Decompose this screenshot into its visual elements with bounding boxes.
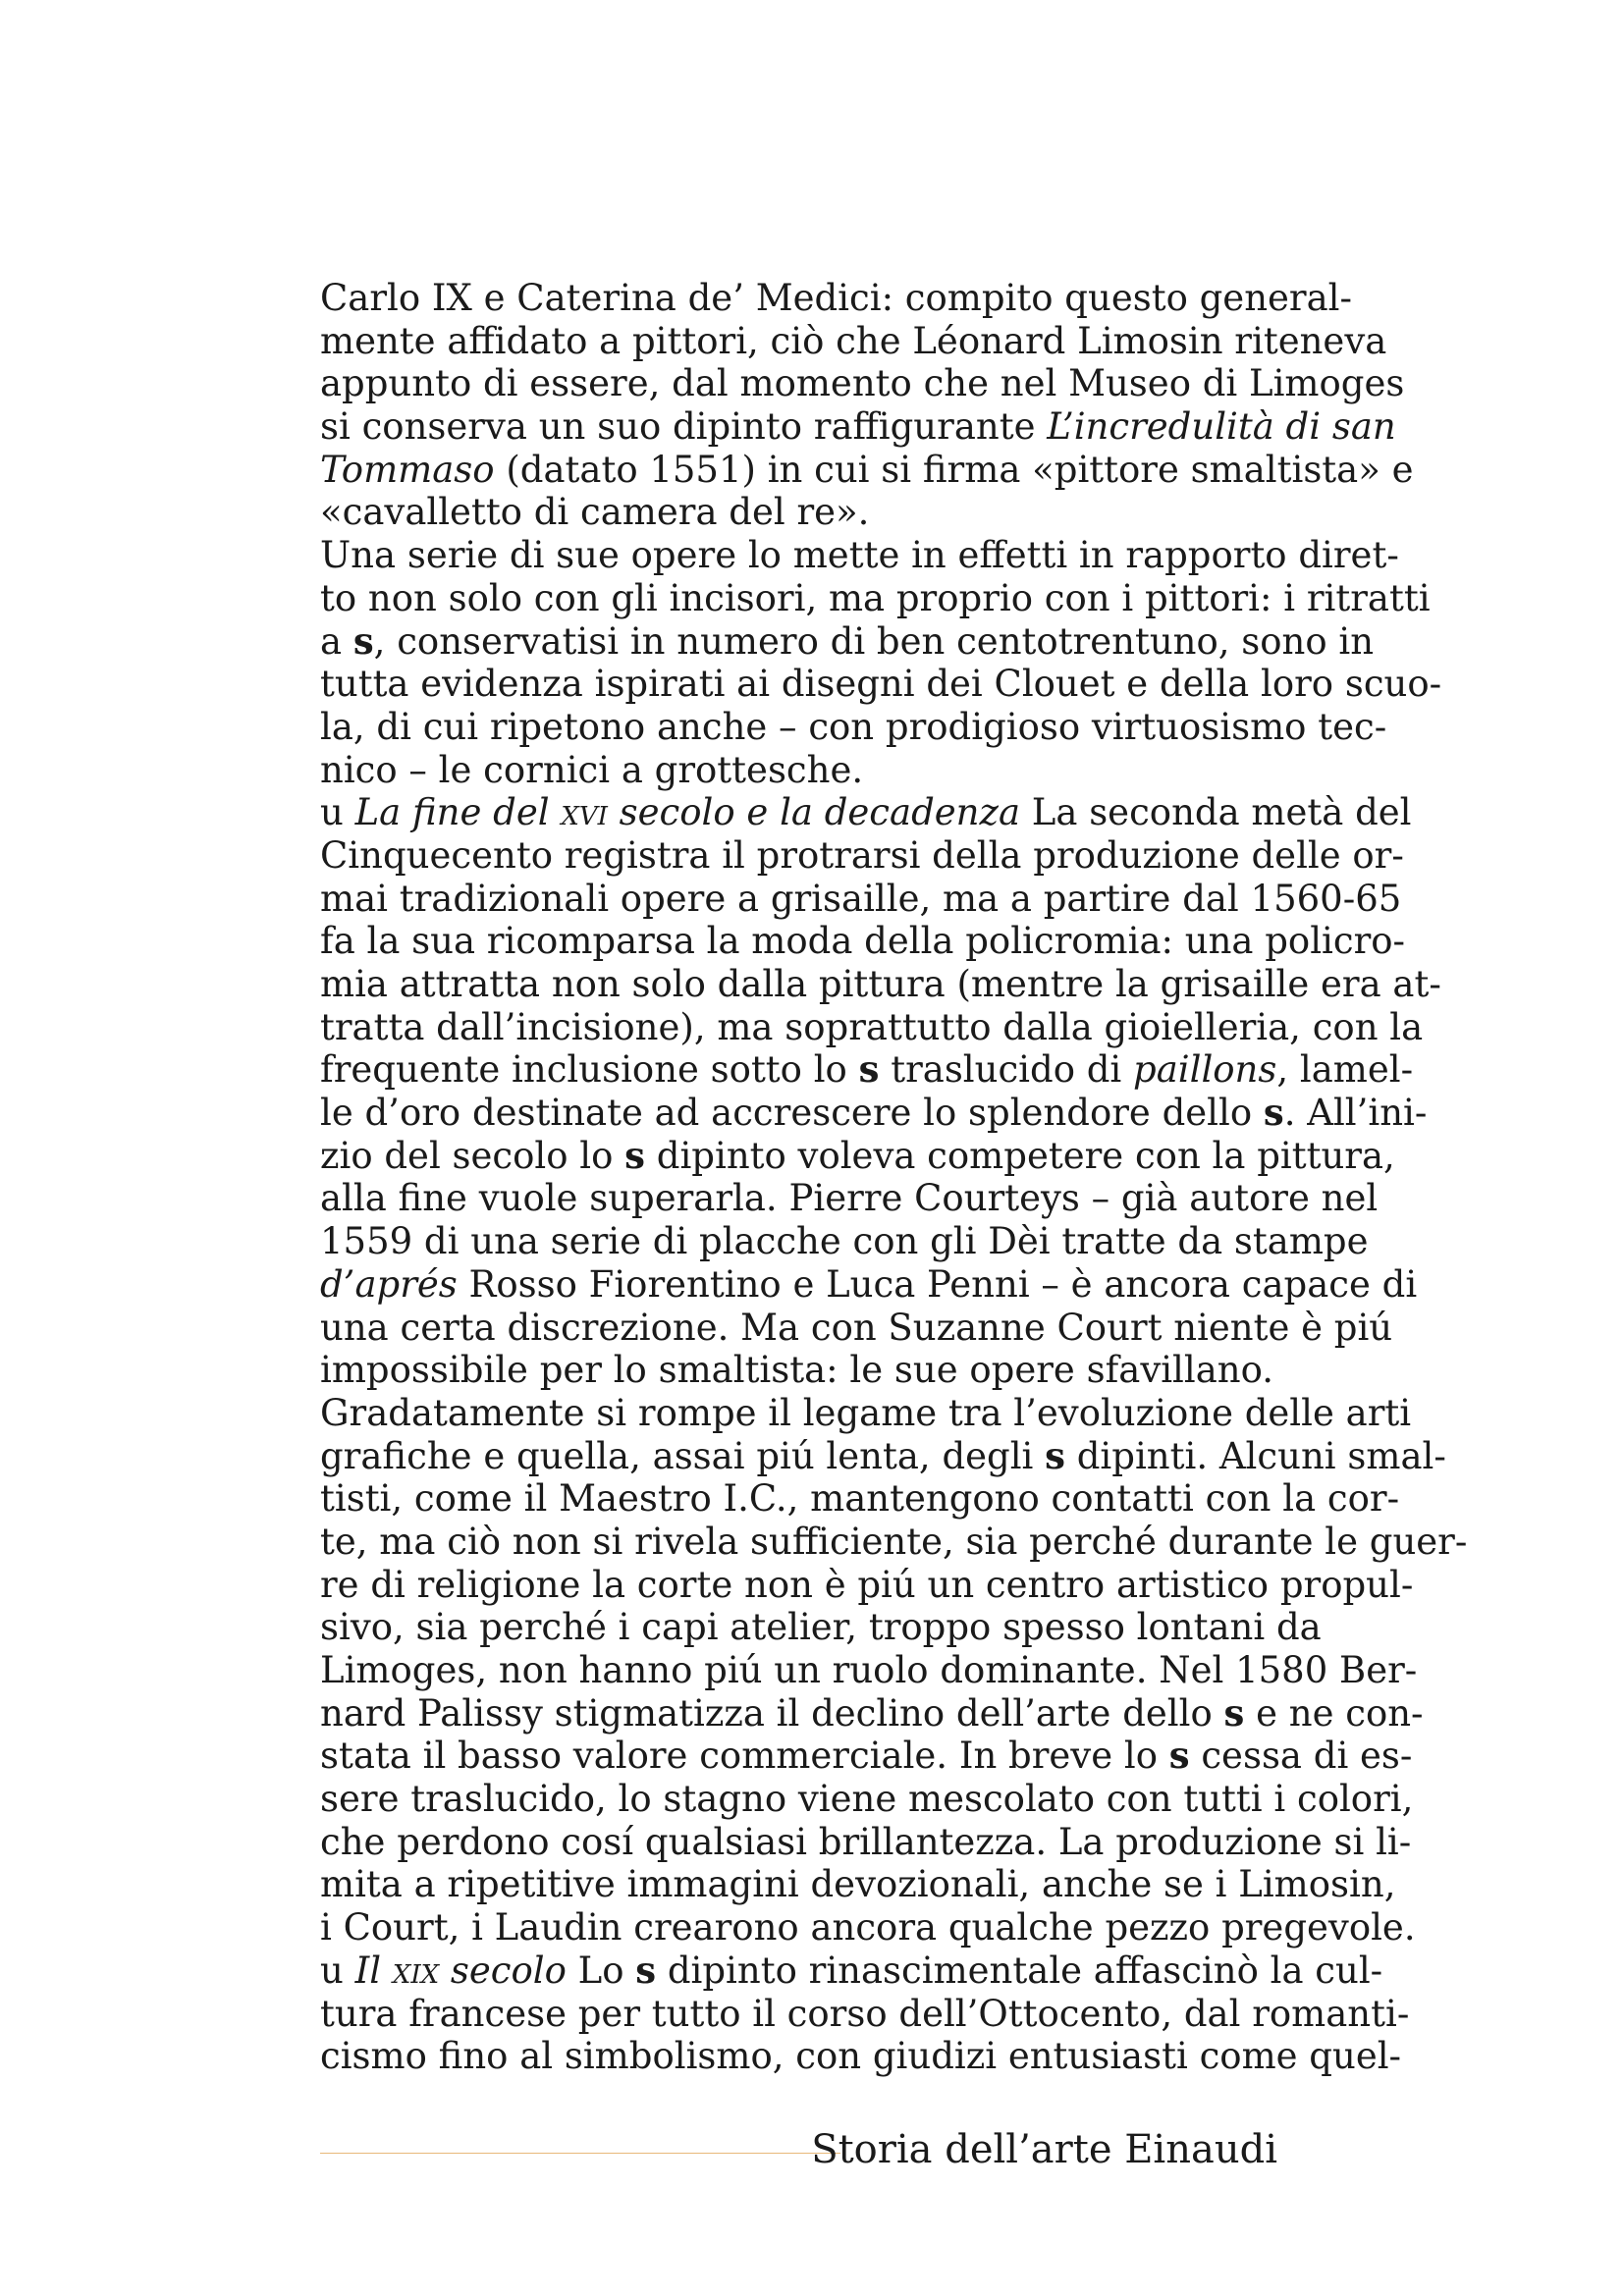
text-run: una certa discrezione. Ma con Suzanne Court niente è piú [320, 1306, 1393, 1349]
text-run: 1559 di una serie di placche con gli Dèi tratte da stampe [320, 1220, 1369, 1263]
text-run: s [1045, 1433, 1065, 1477]
text-run: Tommaso [320, 448, 495, 491]
text-run: Rosso Fiorentino e Luca Penni – è ancora capace di [457, 1262, 1418, 1306]
text-line [320, 1433, 1446, 1478]
text-run: sere traslucido, lo stagno viene mescolato con tutti i colori, [320, 1778, 1414, 1821]
text-line [320, 663, 1442, 706]
text-run: s [352, 618, 374, 663]
text-run: stata il basso valore commerciale. In breve lo [320, 1735, 1169, 1778]
text-run: , conservatisi in numero di ben centotrentuno, sono in [373, 619, 1375, 663]
text-line [320, 1690, 1424, 1735]
text-run: s [858, 1047, 880, 1092]
text-run: s [1168, 1734, 1190, 1778]
text-run: zio del secolo lo [320, 1134, 625, 1177]
text-line [320, 1005, 1424, 1049]
text-run: Il [354, 1949, 393, 1992]
text-run: re di religione la corte non è piú un centro artistico propul- [320, 1563, 1414, 1606]
text-line [320, 1091, 1428, 1135]
text-run: Cinquecento registra il protrarsi della produzione delle or- [320, 833, 1404, 877]
text-run: tutta evidenza ispirati ai disegni dei Clouet e della loro scuo- [320, 663, 1442, 706]
text-line [320, 833, 1404, 878]
text-line [320, 1992, 1410, 2036]
text-run: secolo [439, 1949, 567, 1992]
footer-title: Storia dell’arte Einaudi [811, 2127, 1277, 2172]
text-run: tisti, come il Maestro I.C., mantengono contatti con la cor- [320, 1477, 1400, 1521]
text-line [320, 1391, 1412, 1435]
text-run: L’incredulità di san [1047, 405, 1396, 449]
text-run: tura francese per tutto il corso dell’Ottocento, dal romanti- [320, 1992, 1410, 2035]
text-run: Carlo IX e Caterina de’ Medici: compito questo general- [320, 277, 1352, 319]
text-run: dipinto voleva competere con la pittura, [645, 1134, 1395, 1177]
text-line [320, 1262, 1418, 1307]
text-run: «cavalletto di camera del re». [320, 491, 870, 534]
text-line [320, 448, 1414, 492]
text-run: s [1223, 1690, 1245, 1735]
body-text [320, 277, 1468, 2078]
text-line [320, 877, 1402, 921]
text-run: tratta dall’incisione), ma soprattutto dalla gioielleria, con la [320, 1005, 1424, 1048]
text-run: cessa di es- [1189, 1735, 1413, 1778]
text-line [320, 277, 1352, 320]
text-run: nard Palissy stigmatizza il declino dell’arte dello [320, 1691, 1224, 1735]
text-run: secolo e la decadenza [607, 791, 1021, 834]
text-line [320, 1649, 1418, 1692]
text-run: appunto di essere, dal momento che nel Museo di Limoges [320, 362, 1405, 405]
text-run: frequente inclusione sotto lo [320, 1048, 859, 1092]
text-line [320, 749, 1277, 792]
text-run: le d’oro destinate ad accrescere lo splendore dello [320, 1092, 1264, 1135]
text-run: d’aprés [320, 1262, 458, 1306]
text-line [320, 1778, 1414, 1821]
text-run: mente affidato a pittori, ciò che Léonard Limosin riteneva [320, 319, 1387, 362]
text-run: s [1263, 1091, 1284, 1135]
text-run: mia attratta non solo dalla pittura (mentre la grisaille era at- [320, 963, 1441, 1005]
text-run: u [320, 1949, 355, 1992]
text-line [320, 1948, 1383, 1993]
text-line [320, 319, 1387, 363]
text-run: a [320, 619, 353, 663]
text-line [320, 1906, 1416, 1949]
text-line [320, 1177, 1379, 1220]
text-line [320, 1563, 1414, 1607]
text-run: cismo fino al simbolismo, con giudizi entusiasti come quel- [320, 2035, 1402, 2078]
text-line [320, 1349, 1277, 1392]
text-run: sivo, sia perché i capi atelier, troppo spesso lontani da [320, 1606, 1322, 1649]
text-line [320, 920, 1406, 963]
text-run: traslucido di [879, 1048, 1134, 1092]
text-line [320, 1306, 1393, 1350]
text-run: e ne con- [1244, 1691, 1424, 1735]
text-run: dipinto rinascimentale affascinò la cul- [656, 1949, 1383, 1992]
text-run: grafiche e quella, assai piú lenta, degli [320, 1434, 1046, 1477]
text-run: si conserva un suo dipinto raffigurante [320, 405, 1048, 449]
text-line [320, 1520, 1468, 1564]
text-run: la, di cui ripetono anche – con prodigioso virtuosismo tec- [320, 705, 1387, 748]
text-line [320, 362, 1405, 405]
text-run: i Court, i Laudin crearono ancora qualche pezzo pregevole. [320, 1906, 1416, 1949]
text-run: La seconda metà del [1020, 791, 1412, 834]
text-line [320, 1047, 1414, 1092]
text-line [320, 576, 1431, 620]
text-line [320, 1606, 1322, 1649]
text-line [320, 1477, 1400, 1521]
text-line [320, 618, 1375, 664]
text-run: fa la sua ricomparsa la moda della policromia: una policro- [320, 920, 1406, 963]
text-line [320, 1734, 1413, 1778]
text-run: che perdono cosí qualsiasi brillantezza. La produzione si li- [320, 1820, 1412, 1863]
text-line [320, 1133, 1395, 1178]
text-run: s [624, 1133, 646, 1177]
text-line [320, 1220, 1369, 1263]
text-line [320, 1863, 1396, 1906]
text-run: s [635, 1948, 657, 1992]
text-run: La fine del [354, 791, 562, 834]
text-run: mita a ripetitive immagini devozionali, anche se i Limosin, [320, 1863, 1396, 1906]
text-run: mai tradizionali opere a grisaille, ma a partire dal 1560-65 [320, 877, 1402, 920]
text-run: Una serie di sue opere lo mette in effetti in rapporto diret- [320, 534, 1399, 577]
text-run: dipinti. Alcuni smal- [1064, 1434, 1446, 1477]
text-line [320, 705, 1387, 749]
footer-rule [320, 2153, 840, 2154]
text-line [320, 2035, 1402, 2078]
text-run: alla fine vuole superarla. Pierre Courteys – già autore nel [320, 1177, 1379, 1220]
text-line [320, 1820, 1412, 1864]
text-run: impossibile per lo smaltista: le sue opere sfavillano. [320, 1349, 1273, 1392]
text-line [320, 405, 1396, 449]
text-run: u [320, 791, 355, 834]
text-line [320, 534, 1399, 577]
text-line [320, 491, 1277, 534]
text-run: to non solo con gli incisori, ma proprio con i pittori: i ritratti [320, 576, 1431, 619]
text-run: . All’ini- [1283, 1092, 1428, 1135]
text-line [320, 791, 1412, 834]
text-run: Gradatamente si rompe il legame tra l’evoluzione delle arti [320, 1391, 1412, 1434]
text-run: Lo [566, 1949, 636, 1992]
text-run: , lamel- [1276, 1048, 1414, 1092]
text-run: nico – le cornici a grottesche. [320, 748, 864, 791]
text-run: paillons [1133, 1048, 1277, 1092]
text-run: Limoges, non hanno piú un ruolo dominante. Nel 1580 Ber- [320, 1649, 1418, 1691]
text-run: xvi [561, 791, 608, 834]
text-run: (datato 1551) in cui si firma «pittore smaltista» e [494, 448, 1414, 491]
text-run: te, ma ciò non si rivela sufficiente, sia perché durante le guer- [320, 1520, 1468, 1563]
text-run: xix [392, 1949, 440, 1992]
text-line [320, 963, 1441, 1006]
